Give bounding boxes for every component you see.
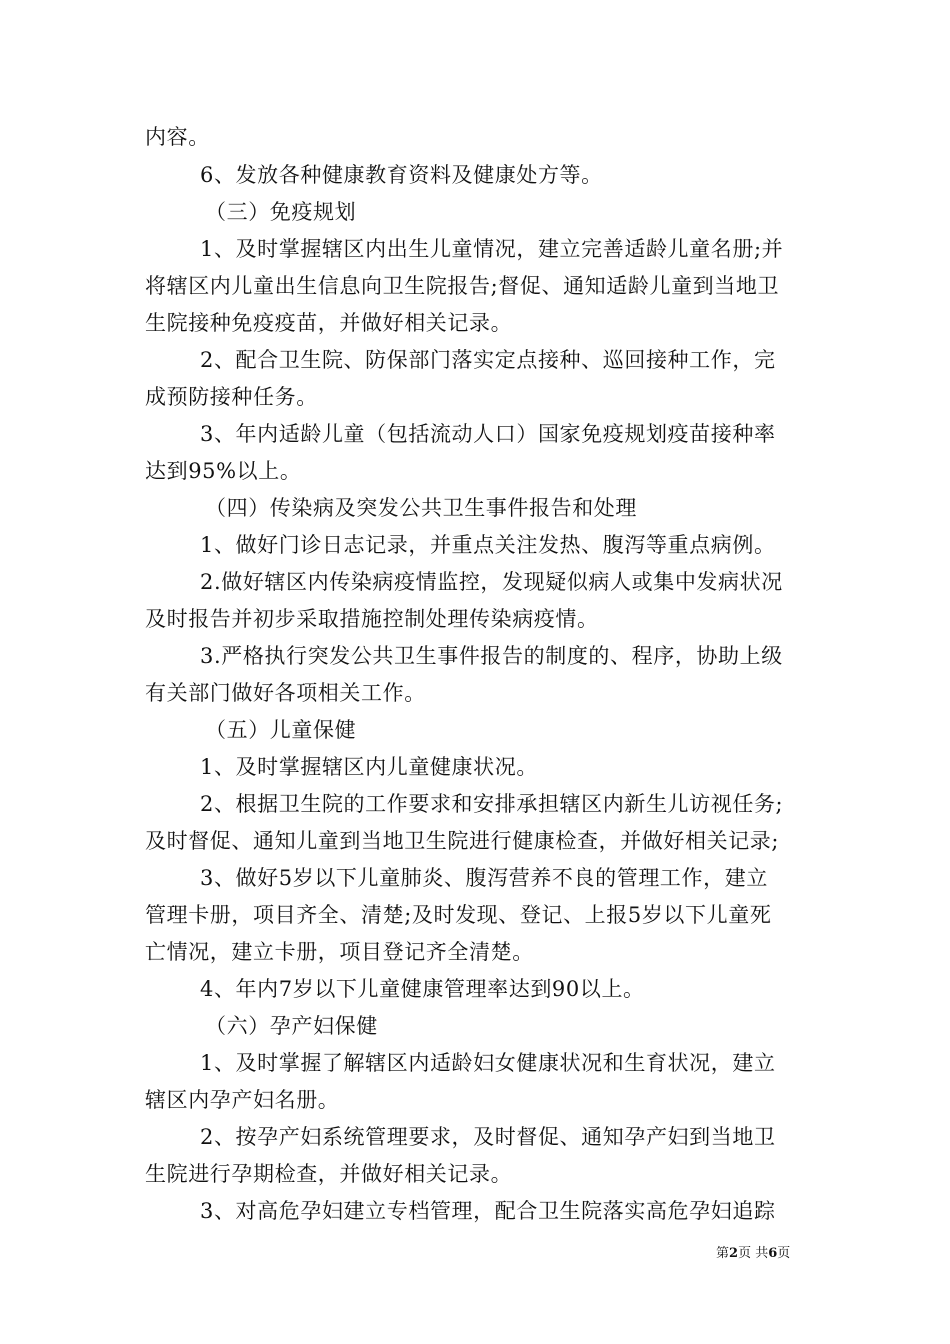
text-line: 3、对高危孕妇建立专档管理，配合卫生院落实高危孕妇追踪 [200,1199,776,1223]
section-heading: （四）传染病及突发公共卫生事件报告和处理 [205,496,637,520]
page-number-footer [716,1245,790,1263]
text-line: 4、年内7岁以下儿童健康管理率达到90以上。 [200,977,645,1001]
text-line: 成预防接种任务。 [145,385,318,409]
footer-middle: 页 共 [738,1246,769,1261]
current-page-number: 2 [729,1246,739,1261]
footer-suffix: 页 [777,1246,791,1261]
text-line: 3、年内适龄儿童（包括流动人口）国家免疫规划疫苗接种率 [200,422,776,446]
text-line: 1、及时掌握辖区内儿童健康状况。 [200,755,538,779]
text-line: 2、按孕产妇系统管理要求，及时督促、通知孕产妇到当地卫 [200,1125,776,1149]
text-line: 内容。 [145,125,210,149]
total-pages-number: 6 [768,1246,778,1261]
text-line: 及时报告并初步采取措施控制处理传染病疫情。 [145,607,599,631]
text-line: 3.严格执行突发公共卫生事件报告的制度的、程序，协助上级 [200,644,783,668]
section-heading: （五）儿童保健 [205,718,357,742]
text-line: 3、做好5岁以下儿童肺炎、腹泻营养不良的管理工作，建立 [200,866,768,890]
text-line: 1、做好门诊日志记录，并重点关注发热、腹泻等重点病例。 [200,533,776,557]
text-line: 达到95%以上。 [145,459,302,483]
section-heading: （三）免疫规划 [205,200,357,224]
text-line: 6、发放各种健康教育资料及健康处方等。 [200,163,603,187]
text-line: 管理卡册，项目齐全、清楚;及时发现、登记、上报5岁以下儿童死 [145,903,772,927]
text-line: 1、及时掌握辖区内出生儿童情况，建立完善适龄儿童名册;并 [200,237,784,261]
text-line: 辖区内孕产妇名册。 [145,1088,340,1112]
text-line: 亡情况，建立卡册，项目登记齐全清楚。 [145,940,534,964]
footer-prefix: 第 [716,1246,730,1261]
text-line: 及时督促、通知儿童到当地卫生院进行健康检查，并做好相关记录; [145,829,780,853]
text-line: 生院进行孕期检查，并做好相关记录。 [145,1162,513,1186]
text-line: 生院接种免疫疫苗，并做好相关记录。 [145,311,513,335]
text-line: 2、根据卫生院的工作要求和安排承担辖区内新生儿访视任务; [200,792,784,816]
text-line: 2、配合卫生院、防保部门落实定点接种、巡回接种工作，完 [200,348,776,372]
section-heading: （六）孕产妇保健 [205,1014,378,1038]
text-line: 将辖区内儿童出生信息向卫生院报告;督促、通知适龄儿童到当地卫 [145,274,780,298]
text-line: 2.做好辖区内传染病疫情监控，发现疑似病人或集中发病状况 [200,570,783,594]
text-line: 1、及时掌握了解辖区内适龄妇女健康状况和生育状况，建立 [200,1051,776,1075]
text-line: 有关部门做好各项相关工作。 [145,681,426,705]
